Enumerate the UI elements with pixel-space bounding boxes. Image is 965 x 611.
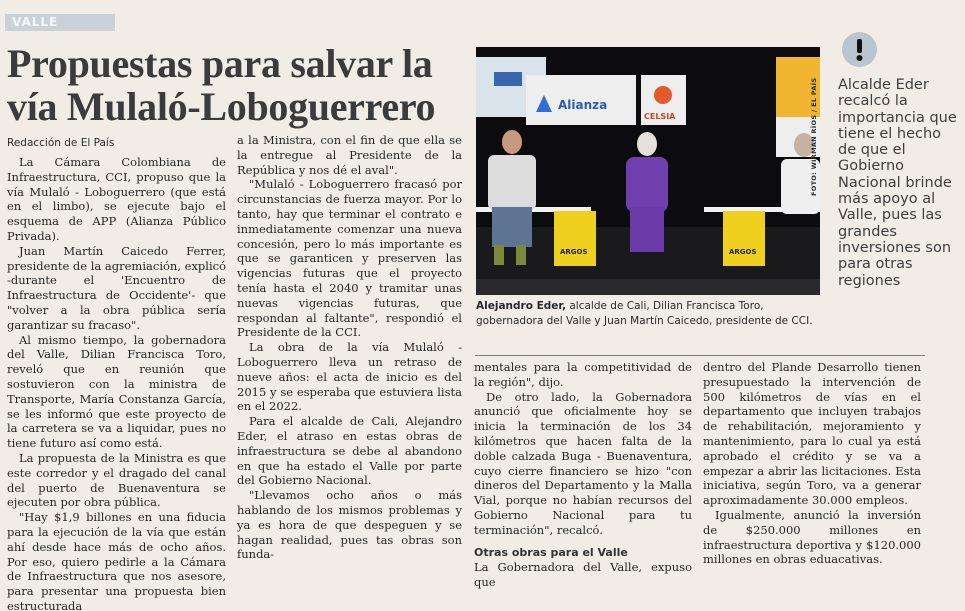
paragraph: "Hay $1,9 billones en una fiducia para la ejecución de la vía que están ahí desde hace más de ocho años. Por eso, quiero pedirle a la Cámara de Infraestructura que nos asesore, para presentar una propuesta bien estructurada <box>7 510 226 611</box>
subheading: Otras obras para el Valle <box>474 545 628 559</box>
paragraph: Para el alcalde de Cali, Alejandro Eder, el atraso en estas obras de infraestructura se debe al abandono en que ha estado el Valle por parte del Gobierno Nacional. <box>237 414 462 488</box>
paragraph: De otro lado, la Gobernadora anunció que oficialmente hoy se inicia la terminación de los 34 kilómetros que hacen falta de la doble calzada Buga - Buenaventura, cuyo cierre financiero se hizo "con dineros del Departamento y la Malla Vial, porque no habían recursos del Gobierno Nacional para tu terminación", recalcó. <box>474 389 692 537</box>
pull-quote: Alcalde Eder recalcó la importancia que tiene el hecho de que el Gobierno Nacional brinde más apoyo al Valle, pues las grandes inversiones son para otras regiones <box>838 77 957 289</box>
paragraph: "Mulaló - Loboguerrero fracasó por circunstancias de fuerza mayor. Por lo tanto, hay que terminar el contrato e inmediatamente comenzar una nueva concesión, pero lo más importante es que se garanticen y preserven las vigencias futuras que el proyecto tenía hasta el 2040 y tramitar unas nuevas vigencias futuras, que respondan al faltante", respondió el Presidente de la CCI. <box>237 177 462 340</box>
column-4 <box>703 360 921 567</box>
photo-credit: FOTO: WIRMAN RÍOS / EL PAÍS <box>810 77 818 196</box>
exclamation-icon <box>842 32 877 67</box>
paragraph: dentro del Plande Desarrollo tienen presupuestado la intervención de 500 kilómetros de vías en el departamento que incluyen trabajos de rehabilitación, mejoramiento y mantenimiento, para lo cual ya está aprobado el crédito y se va a empezar a abrir las licitaciones. Esta iniciativa, según Toro, va a generar aproximadamente 30.000 empleos. <box>703 360 921 508</box>
paragraph: La obra de la vía Mulaló - Loboguerrero lleva un retraso de nueve años: el acta de inicio es del 2015 y se esperaba que estuviera lista en el 2022. <box>237 340 462 414</box>
paragraph: "Llevamos ocho años o más hablando de los mismos problemas y ya es hora de que despeguen y se hagan realidad, pues tas obras son funda- <box>237 488 462 562</box>
column-3 <box>474 360 692 590</box>
paragraph: mentales para la competitividad de la región", dijo. <box>474 360 692 389</box>
column-1 <box>7 155 226 611</box>
event-photo <box>476 47 820 295</box>
paragraph: a la Ministra, con el fin de que ella se la entregue al Presidente de la República y nos dé el aval". <box>237 133 462 177</box>
paragraph: La Cámara Colombiana de Infraestructura, CCI, propuso que la vía Mulaló - Loboguerrero (que está en el limbo), se ejecute bajo el esquema de APP (Alianza Público Privada). <box>7 155 226 243</box>
caption-name: Alejandro Eder, <box>476 300 567 312</box>
logo-alianza: Alianza <box>558 98 608 112</box>
headline: Propuestas para salvar la vía Mulaló-Loboguerrero <box>7 41 436 129</box>
paragraph: Al mismo tiempo, la gobernadora del Valle, Dilian Francisca Toro, reveló que en reunión que sostuvieron con la ministra de Transporte, María Constanza García, se les informó que este proyecto de la carretera se va a liquidar, pues no tiene futuro así como está. <box>7 332 226 451</box>
logo-argos: ARGOS <box>560 248 588 256</box>
logo-celsia: CELSIA <box>644 112 676 121</box>
logo-argos: ARGOS <box>729 248 757 256</box>
divider <box>475 355 925 356</box>
column-2 <box>237 133 462 562</box>
byline: Redacción de El País <box>7 137 115 149</box>
section-tag: VALLE <box>5 14 115 31</box>
paragraph: Igualmente, anunció la inversión de $250.000 millones en infraestructura deportiva y $120.000 millones en obras eduacativas. <box>703 507 921 567</box>
paragraph: La propuesta de la Ministra es que este corredor y el dragado del canal del puerto de Buenaventura se ejecuten por obra pública. <box>7 450 226 510</box>
paragraph: Juan Martín Caicedo Ferrer, presidente de la agremiación, explicó -durante el 'Encuentro de Infraestructura de Occidente'- que "volver a la obra pública sería garantizar su fracaso". <box>7 243 227 332</box>
photo-caption <box>476 299 821 329</box>
caption-text: alcalde de Cali, Dilian Francisca Toro, gobernadora del Valle y Juan Martín Caicedo, presidente de CCI. <box>476 300 813 327</box>
paragraph: La Gobernadora del Valle, expuso que <box>474 560 692 590</box>
